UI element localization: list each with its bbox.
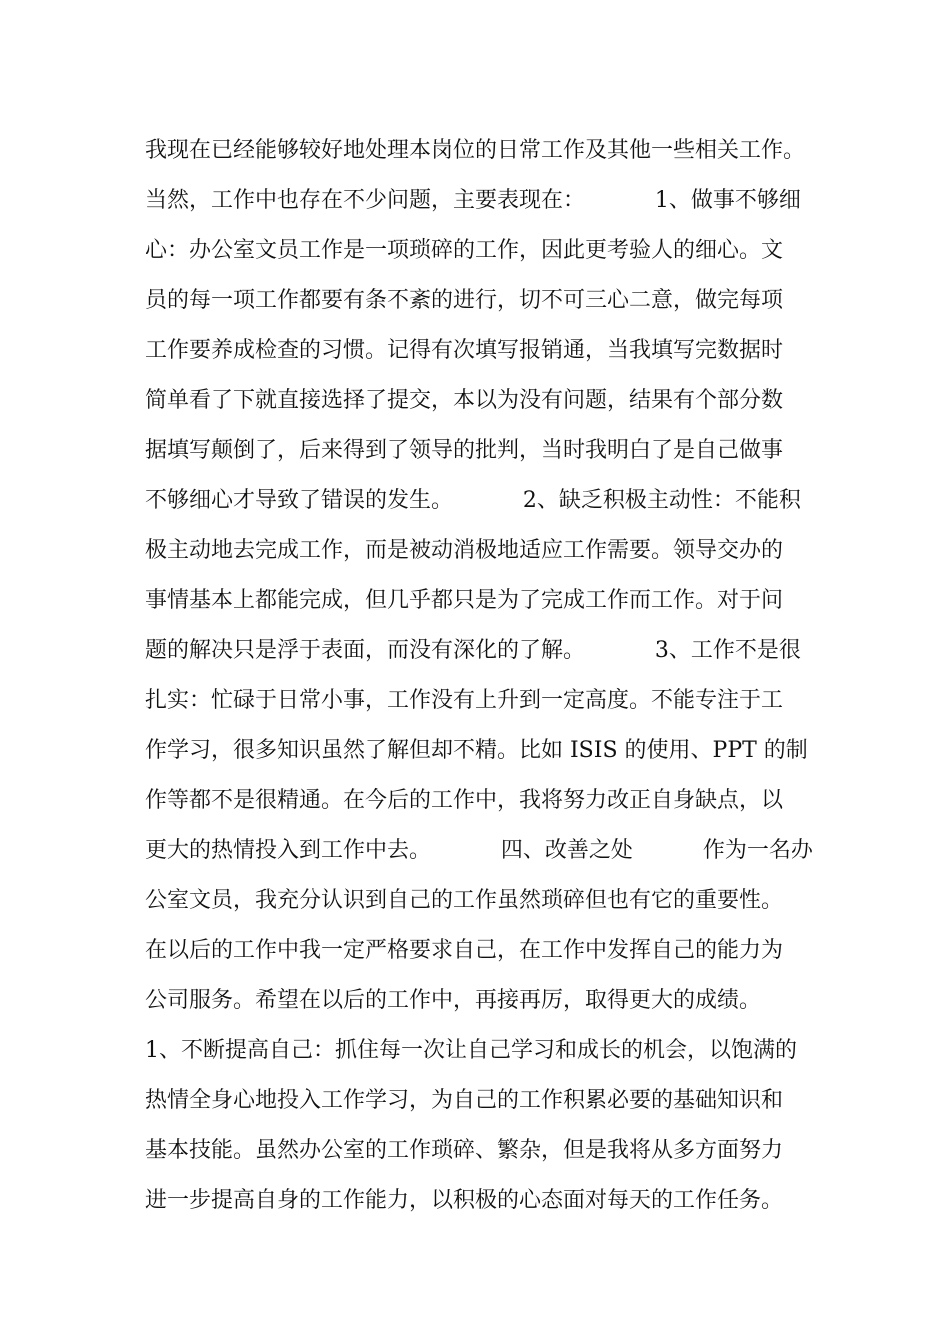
text-line: 基本技能。虽然办公室的工作琐碎、繁杂，但是我将从多方面努力	[145, 1138, 784, 1163]
text-line: 1、不断提高自己：抓住每一次让自己学习和成长的机会，以饱满的	[145, 1038, 797, 1063]
text-line: 员的每一项工作都要有条不紊的进行，切不可三心二意，做完每项	[145, 288, 784, 313]
text-line: 据填写颠倒了，后来得到了领导的批判，当时我明白了是自己做事	[145, 438, 784, 463]
text-line: 当然，工作中也存在不少问题，主要表现在： 1、做事不够细	[145, 188, 801, 213]
text-line: 作学习，很多知识虽然了解但却不精。比如 ISIS 的使用、PPT 的制	[145, 738, 808, 763]
text-line: 题的解决只是浮于表面，而没有深化的了解。 3、工作不是很	[145, 638, 801, 663]
text-line: 作等都不是很精通。在今后的工作中，我将努力改正自身缺点，以	[145, 788, 784, 813]
text-line: 扎实：忙碌于日常小事，工作没有上升到一定高度。不能专注于工	[145, 688, 784, 713]
text-line: 不够细心才导致了错误的发生。 2、缺乏积极主动性：不能积	[145, 488, 801, 513]
text-line: 简单看了下就直接选择了提交，本以为没有问题，结果有个部分数	[145, 388, 784, 413]
text-line: 在以后的工作中我一定严格要求自己，在工作中发挥自己的能力为	[145, 938, 784, 963]
body-text	[145, 131, 825, 1231]
text-line: 更大的热情投入到工作中去。 四、改善之处 作为一名办	[145, 838, 813, 863]
text-line: 热情全身心地投入工作学习，为自己的工作积累必要的基础知识和	[145, 1088, 784, 1113]
text-line: 极主动地去完成工作，而是被动消极地适应工作需要。领导交办的	[145, 538, 784, 563]
text-line: 公司服务。希望在以后的工作中，再接再厉，取得更大的成绩。	[145, 988, 762, 1013]
text-line: 我现在已经能够较好地处理本岗位的日常工作及其他一些相关工作。	[145, 138, 806, 163]
text-line: 进一步提高自身的工作能力，以积极的心态面对每天的工作任务。	[145, 1188, 784, 1213]
text-line: 公室文员，我充分认识到自己的工作虽然琐碎但也有它的重要性。	[145, 888, 784, 913]
text-line: 事情基本上都能完成，但几乎都只是为了完成工作而工作。对于问	[145, 588, 784, 613]
text-line: 心：办公室文员工作是一项琐碎的工作，因此更考验人的细心。文	[145, 238, 784, 263]
text-line: 工作要养成检查的习惯。记得有次填写报销通，当我填写完数据时	[145, 338, 784, 363]
